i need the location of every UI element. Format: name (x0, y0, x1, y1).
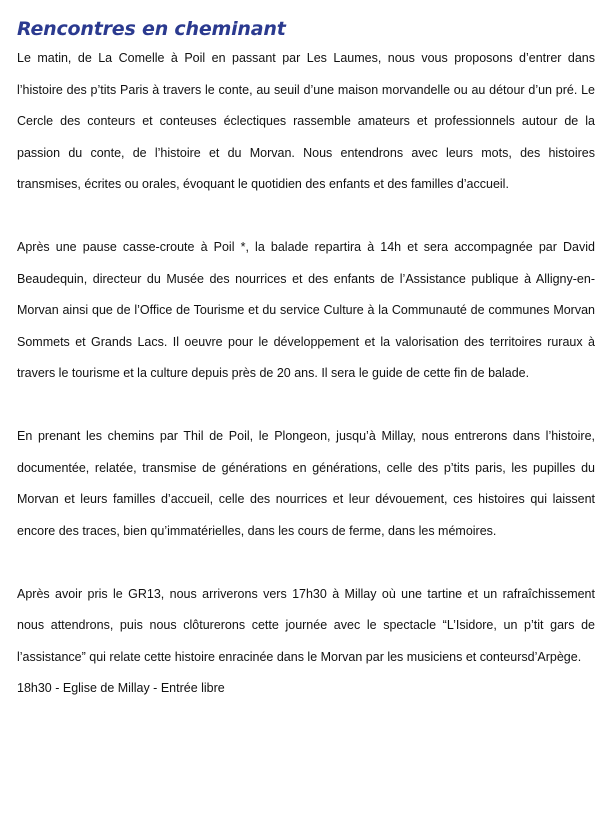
paragraph-evening: Après avoir pris le GR13, nous arriverons vers 17h30 à Millay où une tartine et un rafraîchissement nous attendrons, puis nous clôturerons cette journée avec le spectacle “L’Isidore, un p’tit gars de l’assistance” qui relate cette histoire enracinée dans le Morvan par les musiciens et conteursd’Arpège. (17, 586, 595, 664)
paragraph-morning: Le matin, de La Comelle à Poil en passant par Les Laumes, nous vous proposons d’entrer dans l’histoire des p’tits Paris à travers le conte, au seuil d’une maison morvandelle ou au détour d’un pré. Le Cercle des conteurs et conteuses éclectiques rassemble amateurs et professionnels autour de la passion du conte, de l’histoire et du Morvan. Nous entendrons avec leurs mots, des histoires transmises, écrites ou orales, évoquant le quotidien des enfants et des familles d’accueil. (17, 51, 595, 191)
paragraph-paths: En prenant les chemins par Thil de Poil, le Plongeon, jusqu’à Millay, nous entrerons dans l’histoire, documentée, relatée, transmise de générations en générations, celle des p’tits paris, les pupilles du Morvan et leurs familles d’accueil, celle des nourrices et leur dévouement, ces histoires qui laissent encore des traces, bien qu’immatérielles, dans les cours de ferme, dans les mémoires. (17, 429, 595, 538)
article-title: Rencontres en cheminant (17, 18, 286, 40)
event-time-location: 18h30 - Eglise de Millay - Entrée libre (17, 681, 225, 695)
paragraph-afternoon: Après une pause casse-croute à Poil *, la balade repartira à 14h et sera accompagnée par David Beaudequin, directeur du Musée des nourrices et des enfants de l’Assistance publique à Alligny-en-Morvan ainsi que de l’Office de Tourisme et du service Culture à la Communauté de communes Morvan Sommets et Grands Lacs. Il oeuvre pour le développement et la valorisation des territoires ruraux à travers le tourisme et la culture depuis près de 20 ans. Il sera le guide de cette fin de balade. (17, 240, 595, 380)
